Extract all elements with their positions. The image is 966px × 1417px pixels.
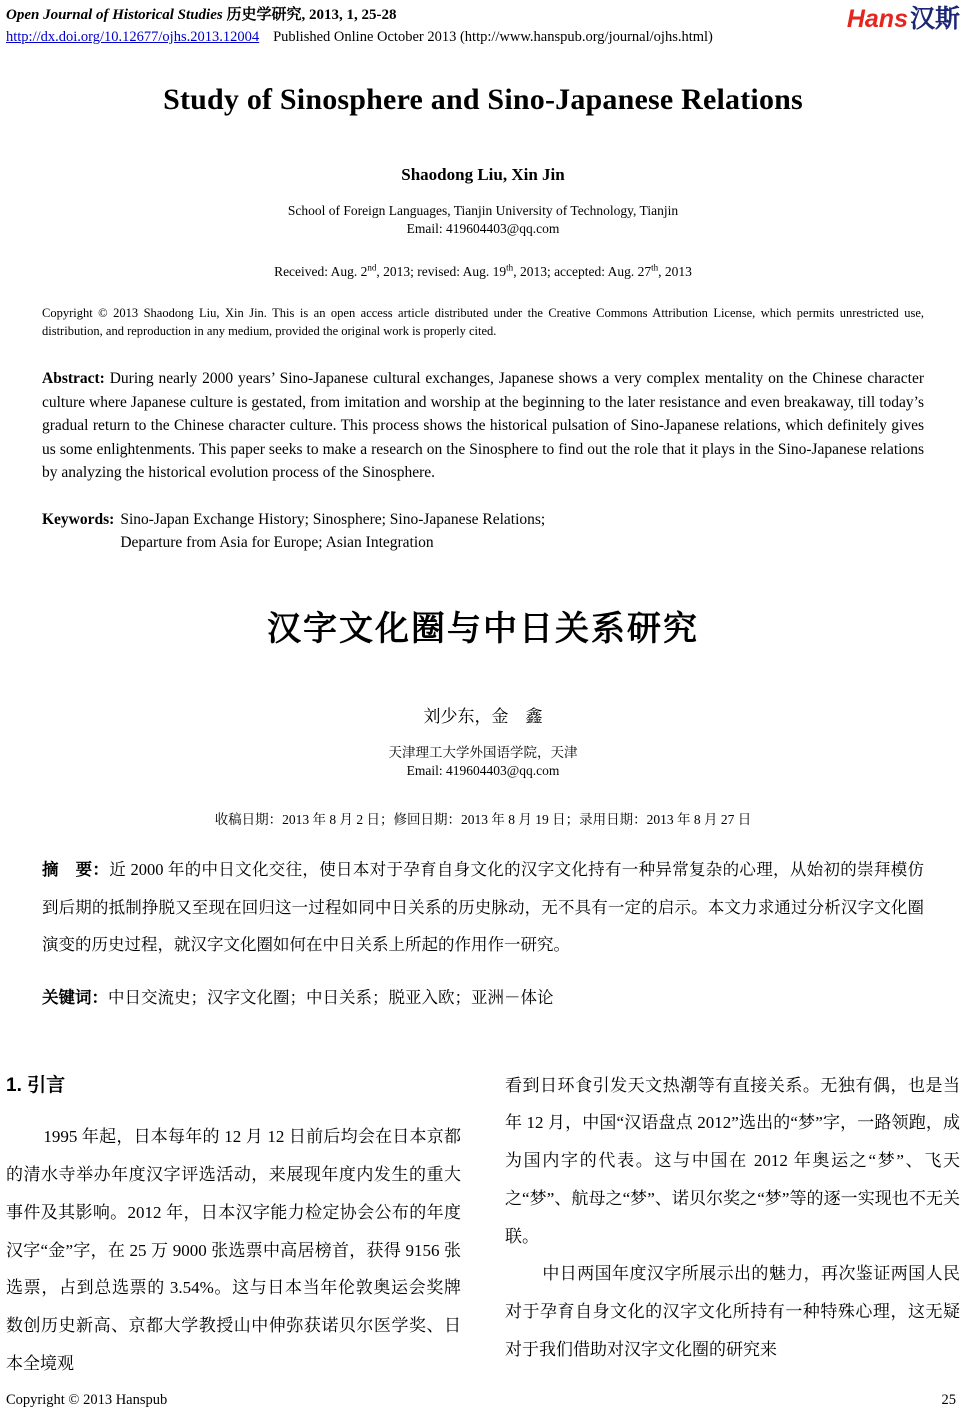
keywords-line2: Departure from Asia for Europe; Asian Integration (120, 534, 434, 551)
paper-title-chinese: 汉字文化圈与中日关系研究 (267, 609, 699, 648)
journal-title: Open Journal of Historical Studies (6, 7, 223, 23)
abstract-label: Abstract: (42, 370, 105, 387)
keywords-label: Keywords: (42, 510, 115, 528)
copyright-notice: Copyright © 2013 Shaodong Liu, Xin Jin. This is an open access article distributed under the Creative Commons Attribution License, which permits unrestricted use, distribution, and reproduction in any medium, provided the original work is properly cited. (42, 306, 924, 338)
revised-text: , 2013; revised: Aug. 19 (376, 264, 507, 279)
received-text: Received: Aug. 2 (274, 264, 368, 279)
ordinal-superscript: th (506, 262, 514, 273)
doi-link[interactable]: http://dx.doi.org/10.12677/ojhs.2013.12004 (6, 29, 260, 45)
abstract-english (42, 367, 924, 485)
abstract-text: During nearly 2000 years’ Sino-Japanese cultural exchanges, Japanese shows a very complex mentality on the Chinese character culture where Japanese culture is gestated, from imitation and worship at the beginning to the later resistance and even breakaway, till today’s gradual return to the Chinese character culture. This process shows the historical pulsation of Sino-Japanese relations, which definitely gives us some enlightenments. This paper seeks to make a research on the Sinosphere to find out the role that it plays in the Sino-Japanese relations by analyzing the historical evolution process of the Sinosphere. (42, 370, 924, 481)
doi-line (6, 28, 713, 47)
keywords-content (120, 508, 545, 555)
journal-title-line (6, 6, 713, 25)
left-column-paragraph: 1995 年起，日本每年的 12 月 12 日前后均会在日本京都的清水寺举办年度汉字评选活动，来展现年度内发生的重大事件及其影响。2012 年，日本汉字能力检定协会公布的年度汉字“金”字，在 25 万 9000 张选票中高居榜首，获得 9156 张选票，占到总选票的 3.54%。这与日本当年伦敦奥运会奖牌数创历史新高、京都大学教授山中伸弥获诺贝尔医学奖、日本全境观 (6, 1127, 461, 1374)
paper-title-english: Study of Sinosphere and Sino-Japanese Relations (163, 83, 803, 116)
keywords-chinese (42, 979, 924, 1017)
keywords-line1: Sino-Japan Exchange History; Sinosphere; Sino-Japanese Relations; (120, 510, 546, 528)
page-footer (6, 1392, 956, 1409)
section-1-heading: 1. 引言 (6, 1074, 66, 1096)
keywords-text-chinese: 中日交流史；汉字文化圈；中日关系；脱亚入欧；亚洲－体论 (108, 987, 554, 1007)
right-column (505, 1067, 960, 1383)
year-text: , 2013 (658, 264, 692, 279)
hanspub-logo-en: Hans (846, 5, 908, 33)
right-column-paragraph-1: 看到日环食引发天文热潮等有直接关系。无独有偶，也是当年 12 月，中国“汉语盘点 2012”选出的“梦”字，一路领跑，成为国内字的代表。这与中国在 2012 年奥运之“梦”、飞天之“梦”、航母之“梦”、诺贝尔奖之“梦”等的逐一实现也不无关联。 (505, 1075, 960, 1246)
body-columns (6, 1067, 960, 1383)
email-chinese: Email: 419604403@qq.com (406, 762, 560, 778)
affiliation-english: School of Foreign Languages, Tianjin University of Technology, Tianjin (287, 203, 679, 218)
ordinal-superscript: nd (367, 262, 377, 273)
right-column-paragraph-2: 中日两国年度汉字所展示出的魅力，再次鉴证两国人民对于孕育自身文化的汉字文化所持有一种特殊心理，这无疑对于我们借助对汉字文化圈的研究来 (505, 1264, 960, 1360)
received-dates-chinese: 收稿日期：2013 年 8 月 2 日；修回日期：2013 年 8 月 19 日；录用日期：2013 年 8 月 27 日 (214, 811, 752, 827)
abstract-chinese (42, 851, 924, 963)
journal-info (6, 6, 713, 47)
left-column (6, 1067, 461, 1383)
authors-chinese: 刘少东，金 鑫 (423, 706, 543, 726)
hanspub-logo-cn: 汉斯 (909, 5, 960, 33)
ordinal-superscript: th (651, 262, 659, 273)
accepted-text: , 2013; accepted: Aug. 27 (513, 264, 652, 279)
abstract-text-chinese: 近 2000 年的中日文化交往，使日本对于孕育自身文化的汉字文化持有一种异常复杂的心理，从始初的崇拜模仿到后期的抵制挣脱又至现在回归这一过程如同中日关系的历史脉动，无不具有一定的启示。本文力求通过分析汉字文化圈演变的历史过程，就汉字文化圈如何在中日关系上所起的作用作一研究。 (42, 859, 925, 954)
footer-copyright: Copyright © 2013 Hanspub (6, 1392, 168, 1408)
journal-issue-info: 历史学研究, 2013, 1, 25-28 (222, 7, 397, 23)
received-dates-english (0, 264, 966, 280)
keywords-label-chinese: 关键词： (42, 988, 108, 1007)
affiliation-chinese: 天津理工大学外国语学院，天津 (388, 744, 578, 760)
page-header (0, 0, 966, 47)
email-english: Email: 419604403@qq.com (406, 221, 560, 236)
published-online-text: Published Online October 2013 (http://www.hanspub.org/journal/ojhs.html) (273, 29, 713, 45)
abstract-label-chinese: 摘 要： (42, 860, 110, 879)
keywords-english (42, 508, 924, 555)
authors-english: Shaodong Liu, Xin Jin (401, 165, 565, 184)
hanspub-logo (847, 6, 960, 32)
page-number: 25 (941, 1392, 956, 1408)
